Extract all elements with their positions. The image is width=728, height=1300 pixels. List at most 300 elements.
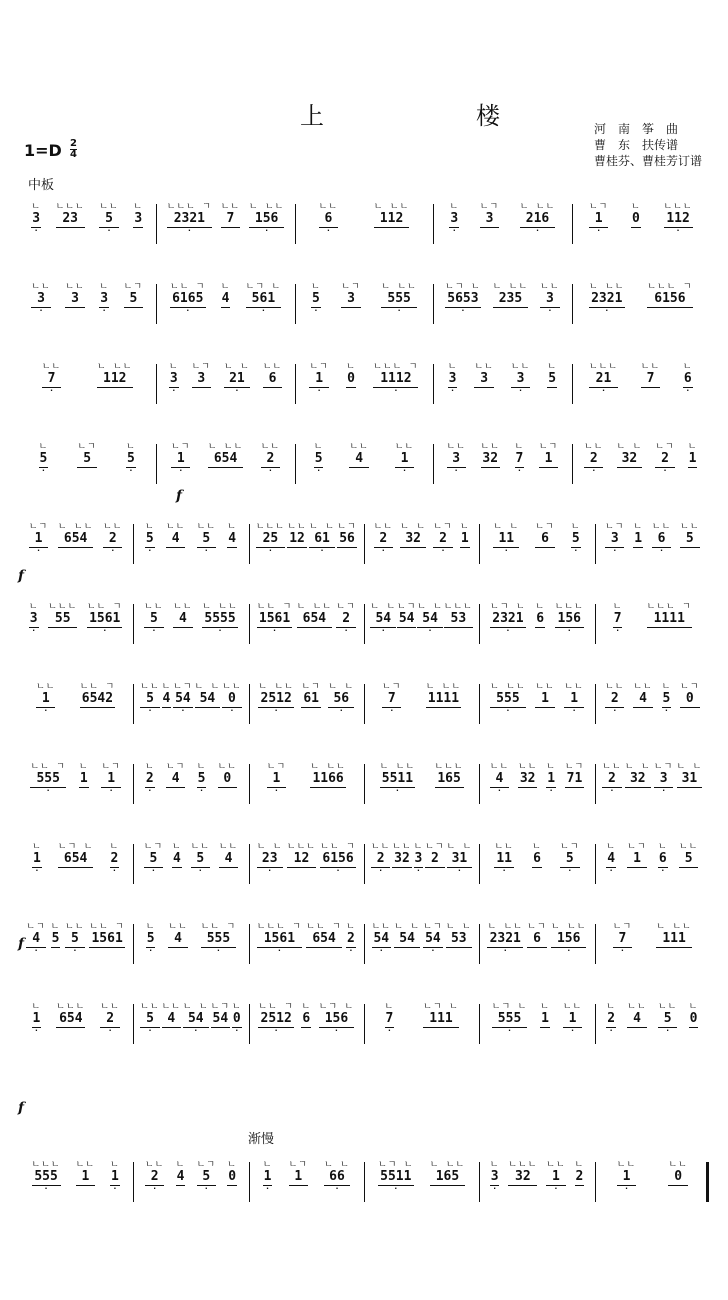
octave-dots: ·	[234, 386, 240, 395]
note-group	[26, 920, 45, 956]
fingering-mark: ㄴ ㄴㄴ	[589, 282, 625, 292]
note-number: 2	[425, 852, 444, 868]
note-number: 1	[101, 772, 120, 788]
note-number: 11	[493, 532, 519, 548]
measure	[249, 742, 364, 814]
octave-dots	[689, 1028, 699, 1036]
note-group	[575, 1158, 585, 1194]
note-number: 4	[219, 852, 238, 868]
measure	[133, 582, 248, 654]
octave-dots: ·	[334, 1184, 340, 1193]
note-group	[414, 840, 424, 876]
note-number: 5511	[378, 1170, 414, 1186]
note-group	[394, 920, 420, 956]
score-row	[18, 262, 710, 334]
fingering-mark: ㄴ ㄴ	[493, 522, 520, 532]
note-group	[658, 1000, 677, 1036]
fingering-mark: ㄴㄴ	[41, 362, 62, 372]
octave-dots: ·	[203, 546, 209, 555]
measure	[572, 262, 710, 334]
octave-dots	[337, 548, 356, 556]
note-number: 1	[589, 212, 608, 228]
note-number: 5	[39, 451, 48, 466]
note-group	[417, 600, 443, 636]
octave-dots	[218, 788, 237, 796]
note-number: 6	[535, 532, 554, 548]
fingering-mark: ㄴ ㄴㄴ	[492, 282, 529, 292]
note-number: 4	[166, 772, 185, 788]
note-number: 3	[169, 371, 178, 386]
octave-dots: ·	[416, 866, 421, 875]
octave-dots: ·	[338, 706, 344, 715]
octave-dots	[56, 228, 85, 236]
fingering-mark: ㄴㄱ ㄴ	[491, 1002, 528, 1012]
octave-dots: ·	[378, 946, 384, 955]
measure	[18, 982, 133, 1054]
note-group	[520, 200, 556, 236]
note-group	[689, 1000, 699, 1036]
note-number: 2321	[589, 292, 625, 308]
note-number: 5	[124, 292, 143, 308]
note-number: 31	[447, 852, 473, 868]
note-number: 5	[680, 532, 699, 548]
note-group	[341, 280, 360, 316]
measure	[572, 182, 710, 254]
fingering-mark: ㄴㄴ	[140, 682, 160, 692]
note-group	[460, 520, 470, 556]
note-number: 21	[224, 372, 250, 388]
octave-dots: ·	[460, 306, 466, 315]
octave-dots: ·	[34, 866, 40, 875]
octave-dots: ·	[457, 866, 462, 875]
note-number: 2	[584, 452, 603, 468]
note-number: 5	[314, 451, 323, 466]
octave-dots	[65, 308, 84, 316]
fingering-mark: ㄴㄴ ㄱ	[200, 922, 237, 932]
note-number: 1	[76, 1170, 95, 1186]
fingering-mark: ㄴㄱ	[336, 602, 356, 612]
note-group	[647, 280, 692, 316]
note-number: 654	[297, 612, 333, 628]
fingering-mark: ㄴㄴ	[510, 362, 531, 372]
note-group	[433, 520, 452, 556]
note-number: 561	[246, 292, 282, 308]
note-number: 0	[680, 692, 699, 708]
fingering-mark: ㄴㄴㄴ ㄱ	[166, 202, 212, 212]
fingering-mark: ㄴ	[447, 362, 458, 372]
octave-dots: ·	[151, 626, 157, 635]
note-group	[173, 600, 192, 636]
note-group	[30, 760, 66, 796]
note-group	[218, 760, 237, 796]
note-number: 6	[533, 851, 541, 866]
note-number: 5	[197, 1170, 216, 1186]
note-group	[546, 760, 556, 796]
measure	[595, 902, 710, 974]
fingering-mark: ㄴㄱ ㄴ	[423, 1002, 459, 1012]
note-number: 0	[222, 692, 241, 708]
note-number: 6	[527, 932, 546, 948]
tempo-mark: 中板	[28, 178, 55, 193]
note-number: 216	[520, 212, 556, 228]
octave-dots: ·	[31, 626, 37, 635]
fingering-mark: ㄴ ㄴㄴ	[296, 602, 333, 612]
octave-dots	[679, 868, 698, 876]
note-number: 2321	[167, 212, 212, 228]
fingering-mark: ㄴㄴ	[218, 842, 239, 852]
note-number: 3	[654, 772, 673, 788]
note-group	[535, 520, 554, 556]
fingering-mark: ㄴㄱ	[123, 282, 144, 292]
fingering-mark: ㄴㄴ ㄱ	[30, 762, 66, 772]
note-number: 2321	[487, 932, 523, 948]
note-group	[571, 520, 581, 556]
dynamic-forte: f	[18, 1100, 25, 1116]
note-number: 6	[658, 851, 667, 866]
octave-dots	[192, 388, 211, 396]
measure	[18, 902, 133, 974]
fingering-mark: ㄴ	[633, 522, 644, 532]
octave-dots: ·	[33, 946, 39, 955]
fingering-mark: ㄴ	[612, 602, 623, 612]
fingering-mark: ㄴㄴ	[165, 522, 186, 532]
note-number: 5	[548, 371, 557, 386]
fingering-mark: ㄴㄴ	[668, 1160, 688, 1170]
note-number: 2	[103, 532, 122, 548]
note-number: 156	[319, 1012, 355, 1028]
octave-dots	[221, 308, 231, 316]
octave-dots	[481, 468, 500, 476]
note-number: 0	[632, 211, 640, 226]
octave-dots: ·	[612, 546, 618, 555]
octave-dots	[397, 628, 416, 636]
note-number: 53	[446, 932, 472, 948]
fingering-mark: ㄴㄴㄴ	[255, 522, 285, 532]
note-number: 7	[515, 451, 524, 466]
note-number: 21	[589, 372, 618, 388]
octave-dots: ·	[41, 466, 46, 475]
fingering-mark: ㄴㄱ ㄴ	[57, 842, 94, 852]
note-group	[170, 280, 206, 316]
note-number: 56	[339, 531, 355, 546]
note-number: 53	[444, 612, 473, 628]
fingering-mark: ㄴ	[574, 1160, 585, 1170]
note-group	[140, 680, 159, 716]
note-group	[221, 280, 231, 316]
fingering-mark: ㄴㄴㄴ	[508, 1160, 538, 1170]
note-number: 654	[58, 532, 94, 548]
note-group	[324, 1158, 350, 1194]
octave-dots: ·	[265, 1184, 270, 1193]
note-number: 1	[289, 1170, 308, 1186]
dynamic-forte: f	[18, 936, 25, 952]
fingering-mark: ㄴ ㄴㄴ	[381, 282, 417, 292]
note-group	[447, 440, 466, 476]
fingering-mark: ㄴㄴ	[489, 762, 510, 772]
note-group	[289, 1158, 308, 1194]
note-number: 7	[613, 932, 632, 948]
fingering-mark: ㄴㄱ	[337, 522, 357, 532]
note-group	[309, 520, 335, 556]
note-number: 11	[496, 851, 512, 866]
fingering-mark: ㄴㄴ	[680, 522, 700, 532]
fingering-mark: ㄴ	[220, 282, 231, 292]
octave-dots	[56, 1028, 85, 1036]
note-number: 1561	[87, 612, 123, 628]
note-number: 32	[508, 1170, 537, 1186]
octave-dots: ·	[451, 226, 457, 235]
note-number: 25	[256, 532, 285, 548]
octave-dots	[540, 1028, 550, 1036]
note-group	[211, 1000, 230, 1036]
note-group	[99, 280, 109, 316]
fingering-mark: ㄴㄱ	[605, 522, 625, 532]
note-group	[32, 1158, 61, 1194]
note-number: 6	[652, 532, 671, 548]
fingering-mark: ㄴ	[110, 1160, 120, 1170]
note-group	[336, 600, 355, 636]
score-row	[18, 822, 710, 894]
measure	[433, 262, 571, 334]
note-number: 2512	[258, 1012, 294, 1028]
note-number: 6	[263, 372, 282, 388]
fingering-mark: ㄴㄱ	[341, 282, 361, 292]
note-number: 1	[627, 852, 646, 868]
octave-dots	[89, 948, 125, 956]
fingering-mark: ㄴㄴ	[287, 522, 307, 532]
note-number: 3	[341, 292, 360, 308]
score-row	[18, 582, 710, 654]
note-number: 1	[263, 1169, 272, 1184]
note-number: 156	[249, 212, 285, 228]
measure	[479, 902, 594, 974]
note-number: 7	[42, 372, 61, 388]
note-group	[319, 200, 338, 236]
note-number: 5	[560, 852, 579, 868]
octave-dots	[430, 1186, 466, 1194]
octave-dots: ·	[566, 946, 572, 955]
note-group	[564, 680, 583, 716]
fingering-mark: ㄴ	[384, 1002, 395, 1012]
note-number: 1112	[373, 372, 418, 388]
note-group	[197, 520, 216, 556]
fingering-mark: ㄴ	[227, 522, 237, 532]
octave-dots	[575, 1186, 585, 1194]
measure	[156, 182, 294, 254]
note-group	[370, 600, 396, 636]
fingering-mark: ㄴㄴ	[474, 362, 494, 372]
fingering-mark: ㄴㄱ ㄴ	[378, 1160, 414, 1170]
note-number: 1	[29, 532, 48, 548]
note-group	[89, 920, 125, 956]
note-group	[258, 1000, 294, 1036]
octave-dots	[425, 868, 444, 876]
note-number: 32	[625, 772, 651, 788]
fingering-mark: ㄴㄴ ㄱ	[170, 282, 206, 292]
fingering-mark: ㄴㄴ ㄱ	[89, 922, 125, 932]
note-number: 32	[394, 851, 410, 866]
octave-dots	[58, 868, 94, 876]
octave-dots	[289, 1186, 308, 1194]
octave-dots	[426, 708, 462, 716]
octave-dots: ·	[380, 546, 386, 555]
note-group	[227, 1158, 237, 1194]
octave-dots	[263, 388, 282, 396]
octave-dots	[547, 388, 557, 396]
octave-dots: ·	[389, 706, 395, 715]
fingering-mark: ㄴㄴ	[349, 442, 369, 452]
note-number: 54	[425, 931, 441, 946]
note-group	[373, 360, 418, 396]
note-group	[314, 440, 324, 476]
fingering-mark: ㄴ ㄴㄴ	[656, 922, 692, 932]
measure	[18, 502, 133, 574]
measure	[249, 662, 364, 734]
fingering-mark: ㄴ	[546, 762, 556, 772]
octave-dots: ·	[570, 1026, 575, 1035]
note-group	[166, 760, 185, 796]
note-number: 1111	[426, 692, 462, 708]
octave-dots: ·	[267, 866, 273, 875]
octave-dots: ·	[111, 866, 117, 875]
fingering-mark: ㄴㄴ	[190, 842, 210, 852]
octave-dots: ·	[106, 226, 112, 235]
fingering-mark: ㄴㄱ	[612, 922, 633, 932]
octave-dots: ·	[178, 466, 184, 475]
fingering-mark: ㄴ	[172, 842, 182, 852]
note-number: 32	[519, 771, 536, 786]
octave-dots: ·	[316, 386, 322, 395]
octave-dots: ·	[547, 306, 553, 315]
octave-dots: ·	[147, 706, 153, 715]
octave-dots	[535, 708, 554, 716]
fingering-mark: ㄴ ㄴ	[624, 762, 651, 772]
octave-dots: ·	[33, 226, 39, 235]
note-number: 1	[546, 1170, 565, 1186]
note-number: 2	[110, 851, 119, 866]
measure	[18, 582, 133, 654]
note-number: 2	[575, 1169, 584, 1184]
note-number: 5	[127, 451, 135, 466]
note-group	[652, 520, 671, 556]
note-number: 4	[176, 1169, 185, 1184]
note-group	[481, 440, 500, 476]
measure	[133, 982, 248, 1054]
octave-dots: ·	[378, 866, 384, 875]
fingering-mark: ㄴ ㄴ	[182, 1002, 209, 1012]
note-group	[589, 360, 618, 396]
fingering-mark: ㄴ	[99, 282, 110, 292]
fingering-mark: ㄴㄴ	[168, 922, 188, 932]
octave-dots: ·	[612, 706, 618, 715]
note-number: 4	[490, 772, 509, 788]
note-number: 1	[309, 372, 328, 388]
octave-dots: ·	[624, 1184, 629, 1193]
fingering-mark: ㄴㄱ	[680, 682, 700, 692]
octave-dots: ·	[267, 466, 273, 475]
note-number: 4	[26, 932, 45, 948]
octave-dots	[677, 788, 703, 796]
measure	[18, 262, 156, 334]
note-number: 3	[65, 292, 84, 308]
note-number: 1	[36, 692, 55, 708]
note-number: 54	[373, 931, 390, 946]
fingering-mark: ㄴ	[532, 842, 542, 852]
fingering-mark: ㄴ	[514, 442, 525, 452]
fingering-mark: ㄴㄴ	[173, 602, 193, 612]
note-number: 5	[312, 291, 320, 306]
octave-dots	[301, 1028, 311, 1036]
octave-dots: ·	[659, 546, 664, 555]
octave-dots: ·	[199, 786, 204, 795]
note-number: 4	[633, 692, 652, 708]
octave-dots: ·	[567, 866, 573, 875]
fingering-mark: ㄴ	[449, 202, 460, 212]
fingering-mark: ㄴㄴ	[161, 1002, 181, 1012]
octave-dots	[535, 548, 554, 556]
note-number: 5	[65, 932, 84, 948]
fingering-mark: ㄴㄴ	[518, 762, 538, 772]
octave-dots: ·	[147, 546, 153, 555]
note-number: 3	[605, 532, 624, 548]
note-group	[540, 1000, 550, 1036]
fingering-mark: ㄴ	[489, 1160, 500, 1170]
note-number: 5	[197, 532, 216, 548]
octave-dots	[668, 1186, 687, 1194]
octave-dots: ·	[147, 786, 153, 795]
note-number: 2	[145, 771, 154, 786]
fingering-mark: ㄴㄴ	[678, 842, 699, 852]
note-number: 5	[658, 1012, 677, 1028]
note-number: 555	[492, 1012, 528, 1028]
note-group	[547, 360, 557, 396]
note-number: 23	[257, 852, 283, 868]
fingering-mark: ㄴ	[145, 922, 156, 932]
note-group	[29, 520, 48, 556]
note-group	[378, 1158, 414, 1194]
note-group	[551, 920, 587, 956]
note-number: 6	[683, 371, 692, 386]
note-number: 3	[474, 372, 493, 388]
fingering-mark: ㄴㄴ	[260, 442, 281, 452]
fingering-mark: ㄴㄴ	[562, 1002, 583, 1012]
octave-dots: ·	[393, 386, 399, 395]
octave-dots	[680, 708, 699, 716]
octave-dots: ·	[276, 946, 282, 955]
note-number: 1	[634, 531, 643, 546]
fingering-mark: ㄴ ㄴㄴ	[490, 682, 526, 692]
fingering-mark: ㄴㄱ	[527, 922, 547, 932]
fingering-mark: ㄴ ㄴㄴ	[96, 362, 133, 372]
octave-dots: ·	[148, 946, 154, 955]
score-row	[18, 1140, 710, 1212]
octave-dots: ·	[38, 306, 44, 315]
note-group	[425, 840, 444, 876]
note-group	[474, 360, 493, 396]
fingering-mark: ㄴㄴ	[217, 762, 237, 772]
note-number: 2	[336, 612, 355, 628]
octave-dots	[625, 788, 651, 796]
octave-dots	[518, 788, 537, 796]
measure	[595, 1140, 710, 1212]
fingering-mark: ㄴ ㄴㄴ	[57, 522, 94, 532]
note-group	[589, 280, 625, 316]
octave-dots: ·	[450, 386, 455, 395]
note-group	[641, 360, 660, 396]
note-group	[319, 1000, 355, 1036]
fingering-mark: ㄴㄱ	[433, 522, 453, 532]
note-number: 3	[447, 452, 466, 468]
